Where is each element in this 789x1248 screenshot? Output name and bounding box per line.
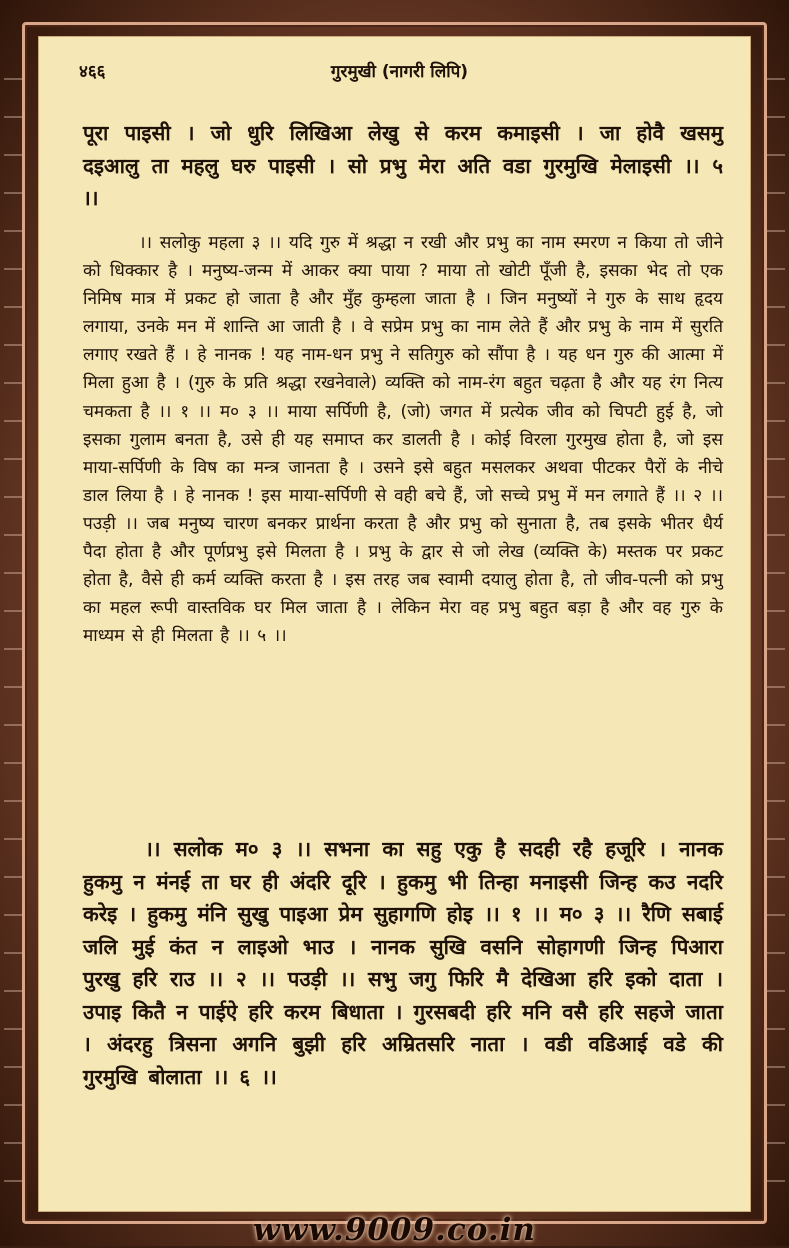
gurbani-text-2: ।। सलोक म० ३ ।। सभना का सहु एकु है सदही रहै हजूरि । नानक हुकमु न मंनई ता घर ही अंदरि दूरि । हुकमु भी तिन्हा मनाइसी जिन्ह कउ नदरि करेइ । हुकमु मंनि सुखु पाइआ प्रेम सुहागणि होइ ।। १ ।। म० ३ ।। रैणि सबाई जलि मुई कंत न लाइओ भाउ । नानक सुखि वसनि सोहागणी जिन्ह पिआरा पुरखु हरि राउ ।। २ ।। पउड़ी ।। सभु जगु फिरि मै देखिआ हरि इको दाता । उपाइ कितै न पाईऐ हरि करम बिधाता । गुरसबदी हरि मनि वसै हरि सहजे जाता । अंदरहु त्रिसना अगनि बुझी हरि अम्रितसरि नाता । वडी वडिआई वडे की गुरमुखि बोलाता ।। ६ ।। <box>83 837 723 1089</box>
right-scroll-ornament <box>767 60 785 1186</box>
translation-text: ।। सलोकु महला ३ ।। यदि गुरु में श्रद्धा न रखी और प्रभु का नाम स्मरण न किया तो जीने को धिक्कार है । मनुष्य-जन्म में आकर क्या पाया ? माया तो खोटी पूँजी है, इसका भेद तो एक निमिष मात्र में प्रकट हो जाता है और मुँह कुम्हला जाता है । जिन मनुष्यों ने गुरु के साथ हृदय लगाया, उनके मन में शान्ति आ जाती है । वे सप्रेम प्रभु का नाम लेते हैं और प्रभु के नाम में सुरति लगाए रखते हैं । हे नानक ! यह नाम-धन प्रभु ने सतिगुरु को सौंपा है । यह धन गुरु की आत्मा में मिला हुआ है । (गुरु के प्रति श्रद्धा रखनेवाले) व्यक्ति को नाम-रंग बहुत चढ़ता है और यह रंग नित्य चमकता है ।। १ ।। म० ३ ।। माया सर्पिणी है, (जो) जगत में प्रत्येक जीव को चिपटी हुई है, जो इसका गुलाम बनता है, उसे ही यह समाप्त कर डालती है । कोई विरला गुरमुख होता है, जो इस माया-सर्पिणी के विष का मन्त्र जानता है । उसने इसे बहुत मसलकर अथवा पीटकर पैरों के नीचे डाल लिया है । हे नानक ! इस माया-सर्पिणी से वही बचे हैं, जो सच्चे प्रभु में मन लगाते हैं ।। २ ।। पउड़ी ।। जब मनुष्य चारण बनकर प्रार्थना करता है और प्रभु को सुनाता है, तब इसके भीतर धैर्य पैदा होता है और पूर्णप्रभु इसे मिलता है । प्रभु के द्वार से जो लेख (व्यक्ति के) मस्तक पर प्रकट होता है, वैसे ही कर्म व्यक्ति करता है । इस तरह जब स्वामी दयालु होता है, तो जीव-पत्नी को प्रभु का महल रूपी वास्तविक घर मिल जाता है । लेकिन मेरा वह प्रभु बहुत बड़ा है और वह गुरु के माध्यम से ही मिलता है ।। ५ ।। <box>83 233 723 647</box>
page-number: ४६६ <box>79 62 106 82</box>
left-scroll-ornament <box>4 60 22 1186</box>
running-title: गुरमुखी (नागरी लिपि) <box>330 62 469 82</box>
book-page <box>38 36 751 1212</box>
gurbani-paragraph-1: पूरा पाइसी । जो धुरि लिखिआ लेखु से करम कमाइसी । जा होवै खसमु दइआलु ता महलु घरु पाइसी । सो प्रभु मेरा अति वडा गुरमुखि मेलाइसी ।। ५ ।। <box>83 121 723 210</box>
translation-paragraph <box>83 229 723 650</box>
site-url-watermark: www.9009.co.in <box>253 1212 536 1248</box>
page-header <box>79 59 720 89</box>
gurbani-paragraph-2 <box>83 833 723 1169</box>
